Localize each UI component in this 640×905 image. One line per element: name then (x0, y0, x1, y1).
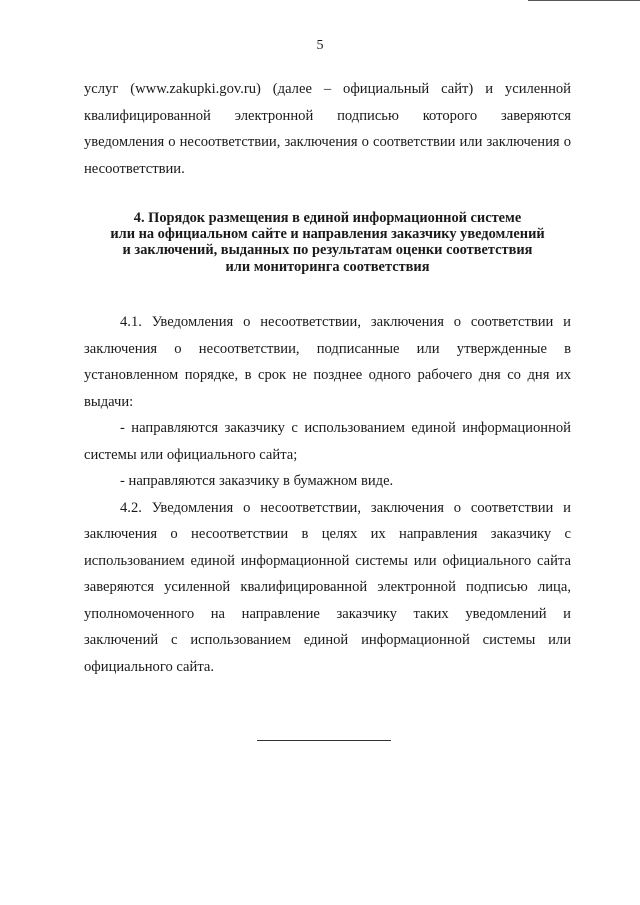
section-heading-line-3: и заключений, выданных по результатам оценки соответствия (122, 242, 533, 259)
end-of-text-rule (257, 740, 391, 741)
dash-item-electronic: - направляются заказчику с использованием единой информационной системы или официального сайта; (84, 420, 571, 463)
section-heading-line-4: или мониторинга соответствия (225, 258, 430, 275)
paragraph-4-2: 4.2. Уведомления о несоответствии, заключения о соответствии и заключения о несоответствии в целях их направления заказчику с использованием единой информационной системы или официального сайта заверяются усиленной квалифицированной электронной подписью лица, уполномоченного на направление заказчику таких уведомлений и заключений с использованием единой информационной системы или официального сайта. (84, 499, 571, 675)
intro-block (84, 76, 571, 182)
section-body (84, 309, 571, 680)
top-edge-rule (528, 0, 640, 1)
intro-paragraph: услуг (www.zakupki.gov.ru) (далее – официальный сайт) и усиленной квалифицированной электронной подписью которого заверяются уведомления о несоответствии, заключения о соответствии или заключения о несоответствии. (84, 81, 571, 177)
dash-item-paper: - направляются заказчику в бумажном виде. (120, 473, 394, 489)
section-heading (84, 210, 571, 275)
paragraph-4-1: 4.1. Уведомления о несоответствии, заключения о соответствии и заключения о несоответствии, подписанные или утвержденные в установленном порядке, в срок не позднее одного рабочего дня со дня их выдачи: (84, 314, 571, 410)
section-heading-line-2: или на официальном сайте и направления заказчику уведомлений (110, 226, 545, 243)
page-number: 5 (316, 38, 324, 53)
section-heading-line-1: 4. Порядок размещения в единой информационной системе (133, 210, 522, 226)
